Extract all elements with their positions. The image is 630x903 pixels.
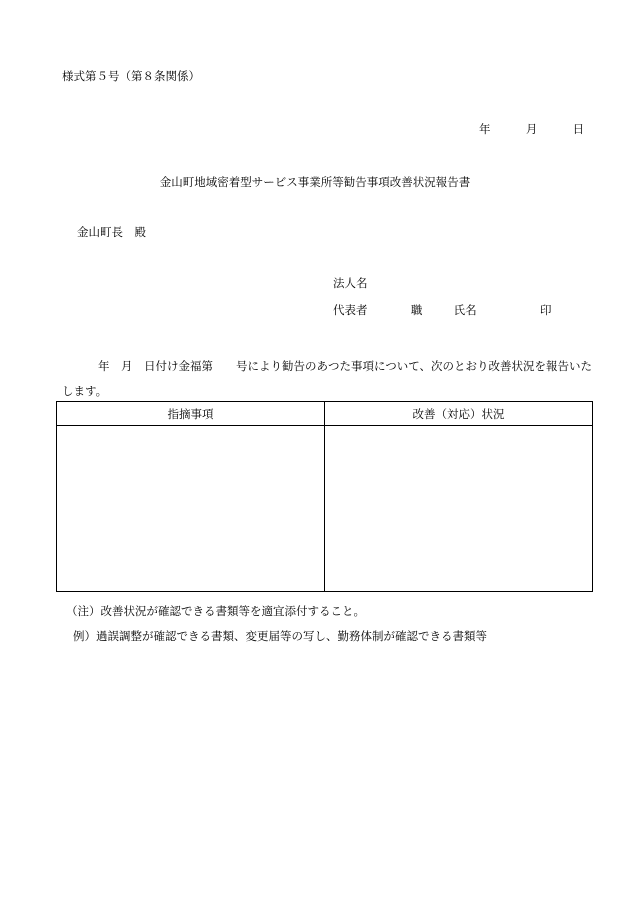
table-header-improvement-status: 改善（対応）状況 [325, 402, 592, 426]
table-cell-findings[interactable] [57, 426, 325, 591]
seal-label: 印 [539, 303, 552, 317]
name-label: 氏名 [453, 303, 477, 317]
report-table [56, 401, 593, 592]
table-cell-improvement-status[interactable] [325, 426, 592, 591]
date-month-label: 月 [525, 122, 538, 136]
document-title: 金山町地域密着型サービス事業所等勧告事項改善状況報告書 [159, 175, 471, 189]
corporation-name-label: 法人名 [333, 276, 368, 290]
example-text: 例）過誤調整が確認できる書類、変更届等の写し、勤務体制が確認できる書類等 [73, 629, 487, 643]
position-label: 職 [410, 303, 423, 317]
note-text: （注）改善状況が確認できる書類等を適宜添付すること。 [66, 604, 365, 618]
body-text: 年 月 日付け金福第 号により勧告のあつた事項について、次のとおり改善状況を報告いたします。 [62, 359, 593, 398]
representative-label: 代表者 [333, 303, 368, 317]
date-day-label: 日 [572, 122, 585, 136]
date-line [479, 122, 584, 136]
addressee: 金山町長 殿 [77, 225, 146, 239]
table-header-findings: 指摘事項 [57, 402, 325, 426]
date-year-label: 年 [479, 122, 491, 136]
representative-line [333, 303, 551, 317]
form-number: 様式第５号（第８条関係） [62, 69, 200, 83]
